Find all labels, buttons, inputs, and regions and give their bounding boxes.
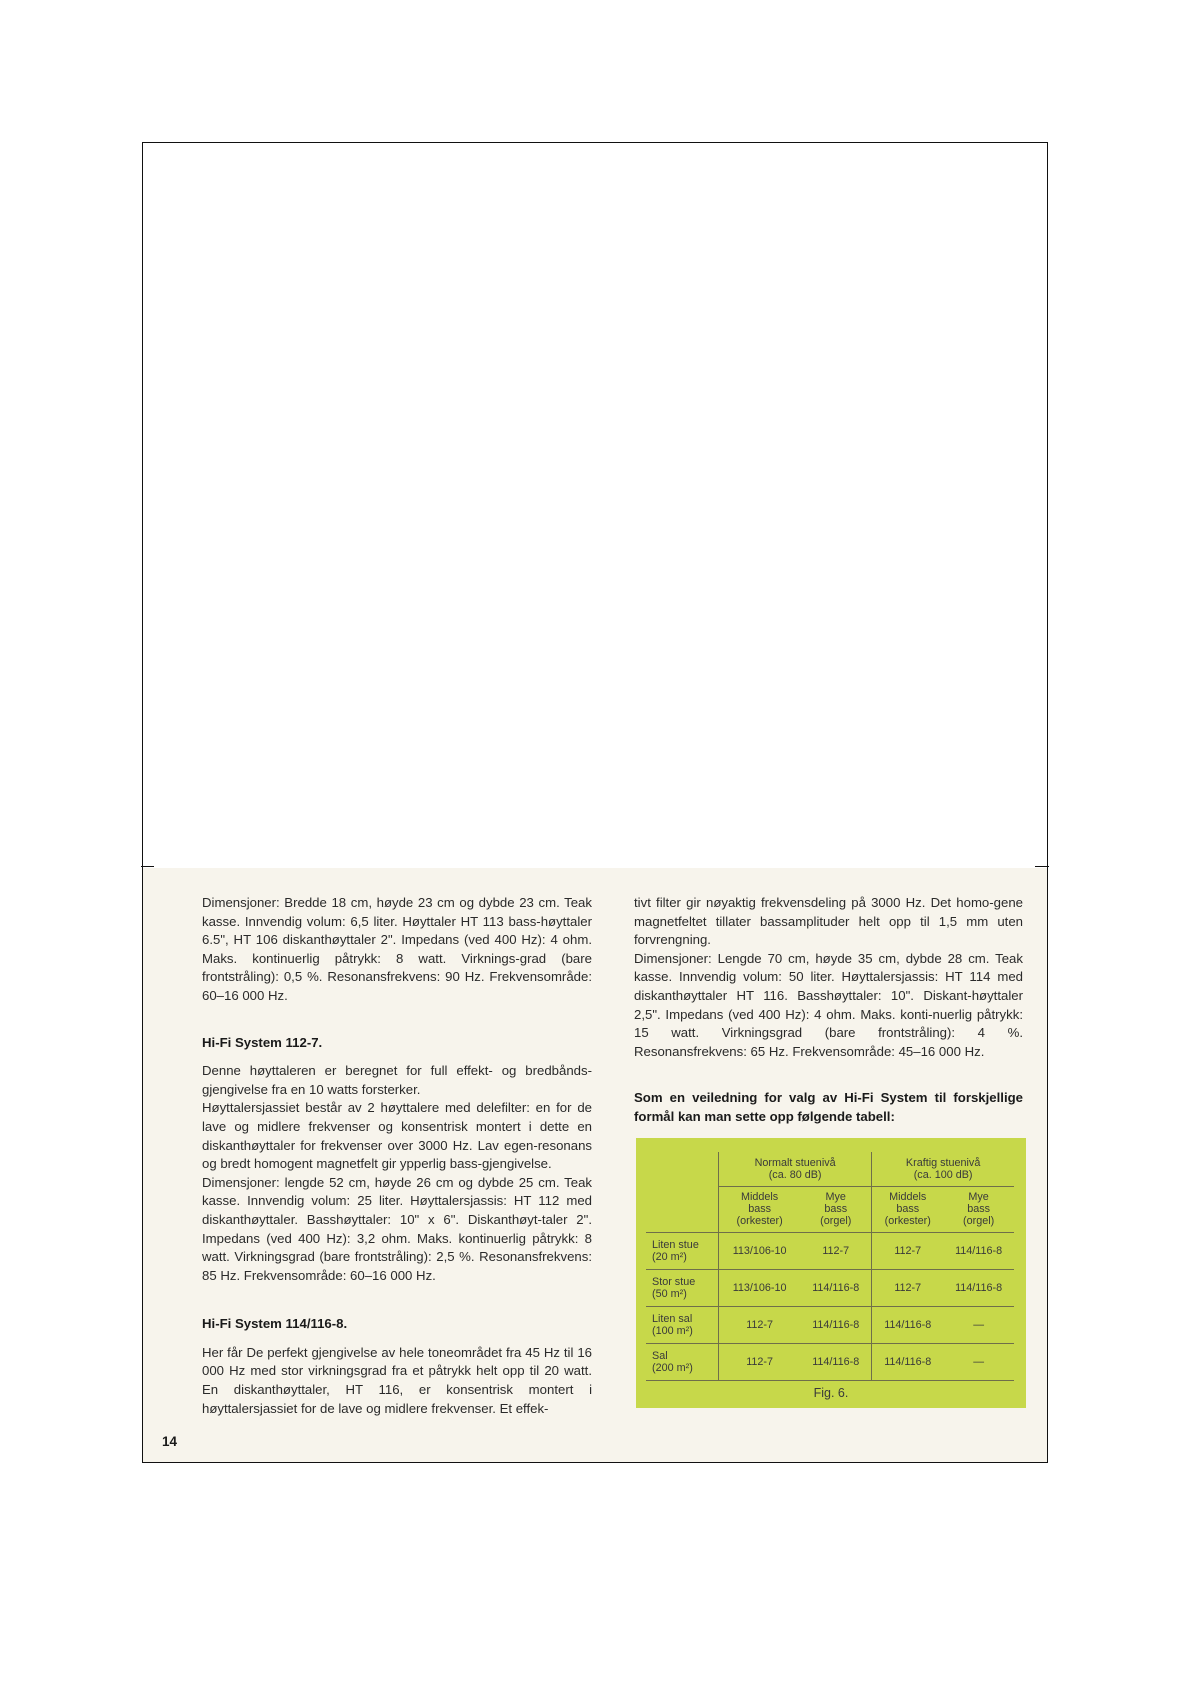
table-row (646, 1343, 1014, 1380)
table-cell: 113/106-10 (719, 1232, 801, 1269)
table-cell: 114/116-8 (943, 1232, 1014, 1269)
table-cell: 112-7 (719, 1306, 801, 1343)
left-paragraph-1: Dimensjoner: Bredde 18 cm, høyde 23 cm og dybde 23 cm. Teak kasse. Innvendig volum: 6,5 liter. Høyttaler HT 113 bass-høyttaler 6.5", HT 106 diskanthøyttaler 2". Impedans (ved 400 Hz): 4 ohm. Maks. kontinuerlig påtrykk: 8 watt. Virknings-grad (bare frontstråling): 0,5 %. Resonansfrekvens: 90 Hz. Frekvensområde: 60–16 000 Hz. (202, 895, 592, 1003)
table-cell: 112-7 (872, 1269, 944, 1306)
table-row (646, 1269, 1014, 1306)
col-header-2: Mye bass (orgel) (820, 1191, 852, 1227)
left-column (202, 894, 592, 1418)
left-paragraph-4: Dimensjoner: lengde 52 cm, høyde 26 cm og dybde 25 cm. Teak kasse. Innvendig volum: 25 liter. Høyttalersjassis: HT 112 med diskanthøyttaler. Basshøyttaler: 10" x 6". Diskanthøyt-taler 2". Impedans (ved 400 Hz): 3,2 ohm. Maks. kontinuerlig påtrykk: 8 watt. Virkningsgrad (bare frontstråling): 2,5 %. Resonansfrekvens: 85 Hz. Frekvensområde: 60–16 000 Hz. (202, 1174, 592, 1283)
left-paragraph-3: Høyttalersjassiet består av 2 høyttalere med delefilter: en for de lave og midlere frekvenser og konsentrisk montert i dette en diskanthøyttaler for frekvenser over 3000 Hz. Lav egen-resonans og bredt homogent magnetfelt gir ypperlig bass-gjengivelse. (202, 1100, 592, 1172)
speaker-table-panel (636, 1138, 1026, 1408)
left-paragraph-2: Denne høyttaleren er beregnet for full effekt- og bredbånds-gjengivelse fra en 10 watts forsterker. (202, 1063, 592, 1097)
right-column (634, 894, 1023, 1127)
table-cell: 114/116-8 (872, 1343, 944, 1380)
table-cell: 114/116-8 (800, 1269, 872, 1306)
row-label: Stor stue (50 m²) (646, 1269, 719, 1306)
table-cell: — (943, 1343, 1014, 1380)
table-cell: — (943, 1306, 1014, 1343)
table-cell: 112-7 (719, 1343, 801, 1380)
crop-mark-right (1035, 866, 1049, 867)
table-cell: 112-7 (872, 1232, 944, 1269)
table-cell: 114/116-8 (943, 1269, 1014, 1306)
crop-mark-left (141, 866, 154, 867)
table-row (646, 1306, 1014, 1343)
right-paragraph-1: tivt filter gir nøyaktig frekvensdeling på 3000 Hz. Det homo-gene magnetfeltet tillater bassamplituder helt opp til 1,5 mm uten forvrengning. (634, 895, 1023, 948)
figure-caption: Fig. 6. (813, 1386, 849, 1400)
table-intro: Som en veiledning for valg av Hi-Fi System til forskjellige formål kan man sette opp følgende tabell: (634, 1090, 1023, 1124)
heading-112-7: Hi-Fi System 112-7. (202, 1034, 323, 1050)
speaker-selection-table (646, 1152, 1014, 1381)
group-header-normal: Normalt stuenivå (ca. 80 dB) (719, 1152, 872, 1186)
right-paragraph-2: Dimensjoner: Lengde 70 cm, høyde 35 cm, dybde 28 cm. Teak kasse. Innvendig volum: 50 liter. Høyttalersjassis: HT 114 med diskanthøyttaler HT 116. Basshøyttaler: 10". Diskant-høyttaler 2,5". Impedans (ved 400 Hz): 4 ohm. Maks. konti-nuerlig påtrykk: 15 watt. Virkningsgrad (bare frontstråling): 4 %. Resonansfrekvens: 65 Hz. Frekvensområde: 45–16 000 Hz. (634, 950, 1023, 1059)
table-cell: 114/116-8 (800, 1306, 872, 1343)
col-header-4: Mye bass (orgel) (963, 1191, 995, 1227)
row-label: Liten stue (20 m²) (646, 1232, 719, 1269)
table-cell: 112-7 (800, 1232, 872, 1269)
table-corner (646, 1152, 719, 1232)
row-label: Sal (200 m²) (646, 1343, 719, 1380)
col-header-1: Middels bass (orkester) (719, 1186, 801, 1232)
heading-114-116-8: Hi-Fi System 114/116-8. (202, 1316, 348, 1332)
col-header-3: Middels bass (orkester) (872, 1186, 944, 1232)
page-number: 14 (162, 1434, 178, 1449)
group-header-loud: Kraftig stuenivå (ca. 100 dB) (872, 1152, 1014, 1186)
left-paragraph-5: Her får De perfekt gjengivelse av hele toneområdet fra 45 Hz til 16 000 Hz med stor virkningsgrad fra et påtrykk helt opp til 20 watt. En diskanthøyttaler, HT 116, er konsentrisk montert i høyttalersjassiet for de lave og midlere frekvenser. Et effek- (202, 1344, 592, 1416)
table-cell: 114/116-8 (800, 1343, 872, 1380)
table-cell: 114/116-8 (872, 1306, 944, 1343)
table-row (646, 1232, 1014, 1269)
table-cell: 113/106-10 (719, 1269, 801, 1306)
row-label: Liten sal (100 m²) (646, 1306, 719, 1343)
